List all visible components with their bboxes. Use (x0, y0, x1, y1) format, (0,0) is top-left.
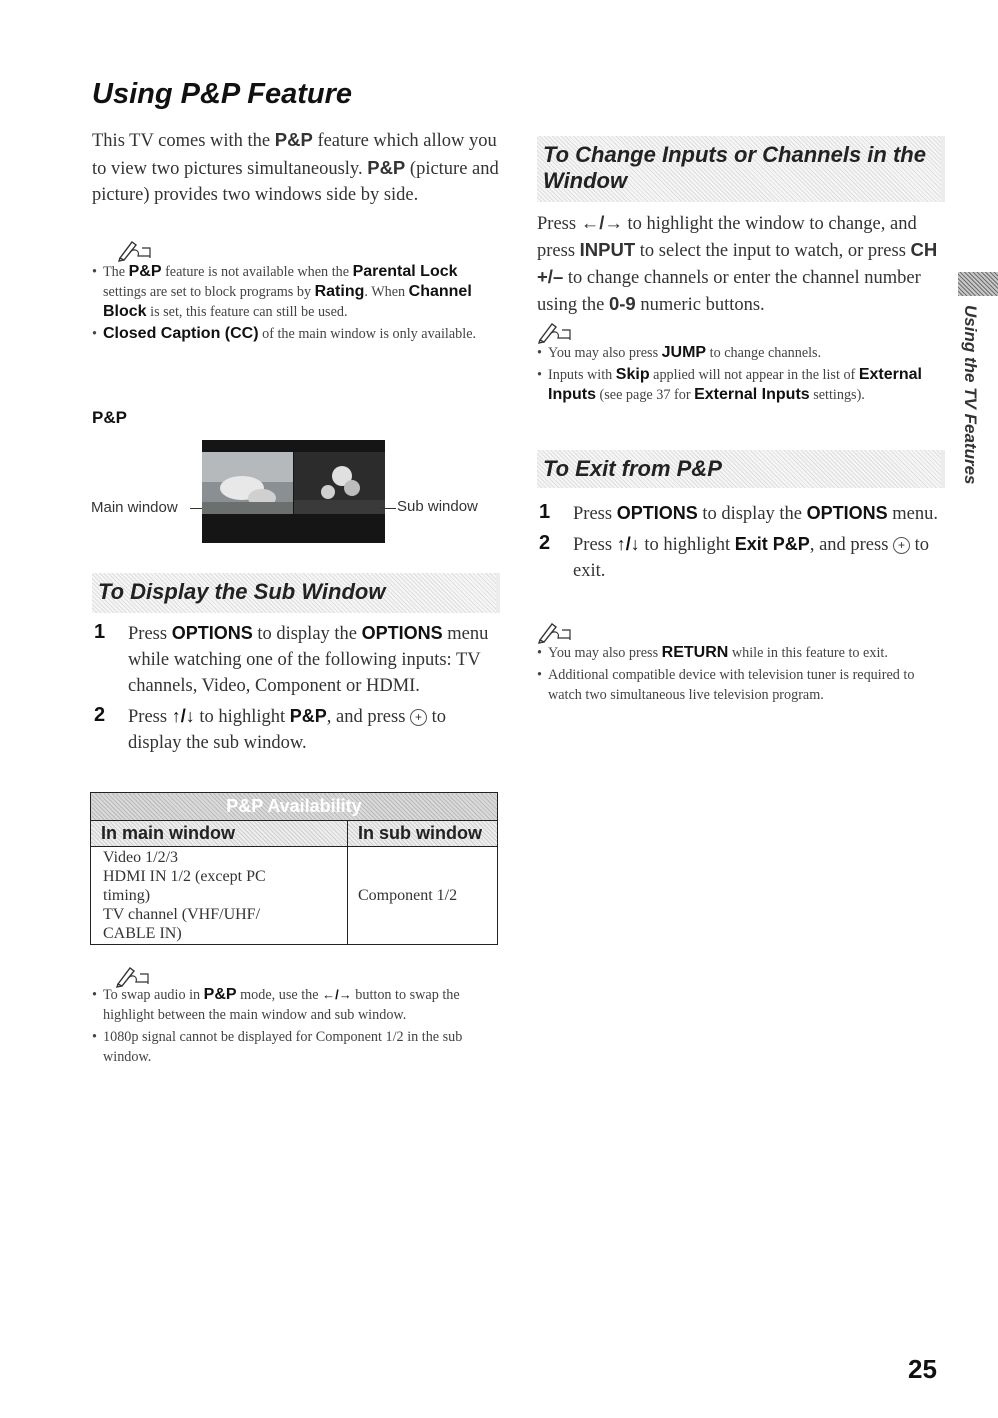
up-down-arrows-icon: ↑/↓ (616, 534, 640, 554)
sub-window-inputs-cell: Component 1/2 (348, 847, 498, 945)
svg-text:Using the TV Features: Using the TV Features (961, 305, 980, 485)
notes-list-pp (92, 262, 487, 344)
step-item: 2 Press ↑/↓ to highlight Exit P&P, and press + to exit. (539, 532, 930, 581)
note-item: • Additional compatible device with television tuner is required to watch two simultaneous live television program. (537, 665, 937, 705)
left-right-arrows-icon: ←/→ (580, 212, 623, 233)
step-item: 2 Press ↑/↓ to highlight P&P, and press + to display the sub window. (94, 704, 447, 753)
pp-screen-illustration (202, 440, 385, 543)
note-pencil-icon (118, 236, 152, 262)
table-title: P&P Availability (91, 793, 498, 821)
note-item: • You may also press RETURN while in this feature to exit. (537, 643, 937, 663)
sub-window-label: Sub window (397, 498, 478, 515)
notes-list-table (92, 985, 492, 1067)
enter-button-icon: + (893, 537, 910, 554)
note-item: • To swap audio in P&P mode, use the ←/→ button to swap the highlight between the main window and sub window. (92, 985, 492, 1025)
main-window-label: Main window (91, 499, 178, 516)
pp-availability-table (90, 792, 498, 945)
column-header-sub: In sub window (348, 821, 498, 847)
intro-paragraph: This TV comes with the P&P feature which allow you to view two pictures simultaneously. P&P (picture and picture) provides two windows side by side. (92, 129, 499, 205)
steps-exit-pp (537, 500, 941, 588)
pp-figure-label: P&P (92, 408, 127, 427)
note-item: • The P&P feature is not available when the Parental Lock settings are set to block programs by Rating. When Channel Block is set, this feature can still be used. (92, 262, 487, 322)
pp-screen-image (202, 440, 385, 543)
section-heading-display-sub-window: To Display the Sub Window (92, 573, 500, 613)
change-inputs-paragraph: Press ←/→ to highlight the window to change, and press INPUT to select the input to watch, or press CH +/– to change channels or enter the channel number using the 0-9 numeric buttons. (537, 212, 938, 315)
note-item: • Inputs with Skip applied will not appear in the list of External Inputs (see page 37 for External Inputs settings). (537, 365, 937, 405)
enter-button-icon: + (410, 709, 427, 726)
note-item: • Closed Caption (CC) of the main window is only available. (92, 324, 487, 344)
column-header-main: In main window (91, 821, 348, 847)
page-title: Using P&P Feature (92, 78, 352, 110)
note-pencil-icon (538, 318, 572, 344)
note-item: • 1080p signal cannot be displayed for Component 1/2 in the sub window. (92, 1027, 492, 1067)
note-pencil-icon (538, 618, 572, 644)
side-tab-marker (958, 272, 998, 296)
left-right-arrows-icon: ←/→ (322, 987, 352, 1002)
sub-window-leader-line (380, 508, 396, 509)
step-item: 1 Press OPTIONS to display the OPTIONS menu while watching one of the following inputs: TV channels, Video, Component or HDMI. (94, 621, 489, 696)
notes-list-exit-pp (537, 643, 937, 705)
section-heading-change-inputs: To Change Inputs or Channels in the Window (537, 136, 945, 202)
side-tab-label (960, 305, 980, 505)
main-window-inputs-cell: Video 1/2/3 HDMI IN 1/2 (except PC timing) TV channel (VHF/UHF/ CABLE IN) (91, 847, 348, 945)
note-item: • You may also press JUMP to change channels. (537, 343, 937, 363)
table-row (91, 847, 498, 945)
up-down-arrows-icon: ↑/↓ (171, 706, 195, 726)
page-number: 25 (908, 1354, 937, 1384)
step-item: 1 Press OPTIONS to display the OPTIONS menu. (539, 501, 939, 524)
notes-list-change-inputs (537, 343, 937, 405)
steps-display-sub-window (92, 620, 496, 760)
section-heading-exit-pp: To Exit from P&P (537, 450, 945, 488)
